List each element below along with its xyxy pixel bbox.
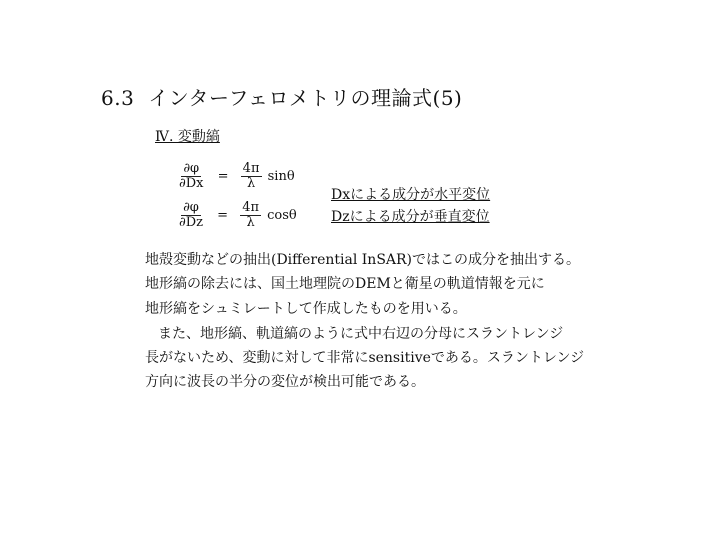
- fraction-left: [177, 201, 205, 230]
- equals-sign: =: [217, 208, 229, 223]
- equation-dx: [177, 162, 295, 191]
- denominator: λ: [246, 176, 256, 191]
- section-number: 6.3: [101, 86, 135, 110]
- paragraph-line: 方向に波長の半分の変位が検出可能である。: [145, 374, 425, 390]
- slide-title: [101, 82, 462, 111]
- denominator: ∂Dx: [179, 176, 204, 191]
- trig-term: cosθ: [267, 208, 297, 223]
- equals-sign: =: [217, 169, 229, 184]
- fraction-right: [240, 201, 261, 230]
- paragraph-line: 長がないため、変動に対して非常にsensitiveである。スラントレンジ: [145, 350, 585, 366]
- denominator: ∂Dz: [179, 215, 203, 230]
- denominator: λ: [246, 215, 255, 230]
- numerator: 4π: [242, 200, 260, 215]
- paragraph-line: また、地形縞、軌道縞のように式中右辺の分母にスラントレンジ: [158, 326, 564, 342]
- fraction-right: [241, 162, 262, 191]
- paragraph-line: 地形縞をシュミレートして作成したものを用いる。: [145, 301, 467, 317]
- numerator: ∂φ: [183, 200, 199, 215]
- equation-dz: [177, 201, 297, 230]
- numerator: 4π: [242, 161, 260, 176]
- paragraph-line: 地殻変動などの抽出(Differential InSAR)ではこの成分を抽出する。: [145, 252, 581, 268]
- title-text: インターフェロメトリの理論式(5): [148, 86, 463, 110]
- paragraph-line: 地形縞の除去には、国土地理院のDEMと衛星の軌道情報を元に: [145, 276, 545, 292]
- subheading: Ⅳ. 変動縞: [155, 129, 220, 145]
- comment-vertical: Dzによる成分が垂直変位: [331, 209, 490, 225]
- trig-term: sinθ: [267, 169, 295, 184]
- comment-horizontal: Dxによる成分が水平変位: [331, 187, 491, 203]
- fraction-left: [177, 162, 205, 191]
- numerator: ∂φ: [183, 161, 200, 176]
